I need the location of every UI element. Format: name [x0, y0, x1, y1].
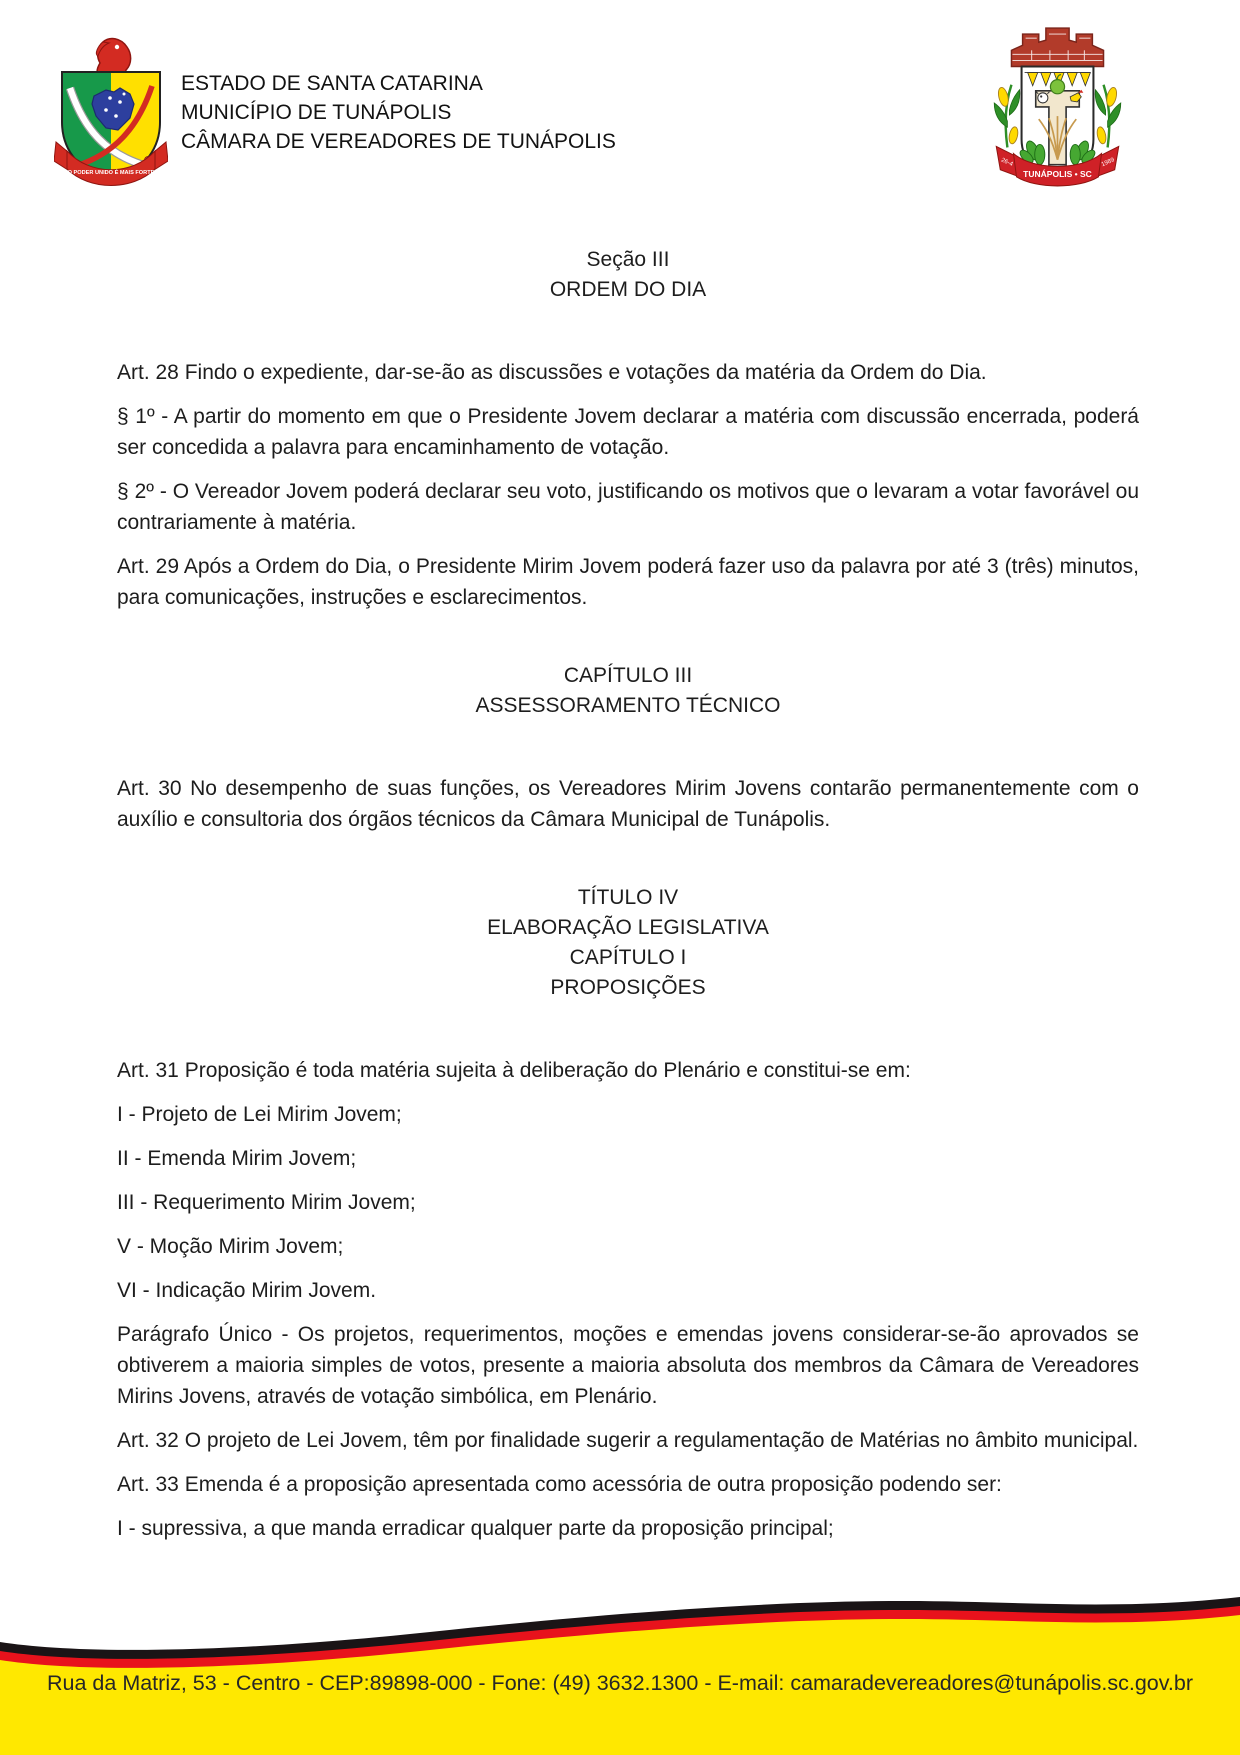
- heading-line: CAPÍTULO III: [563, 664, 693, 687]
- document-paragraph: I - supressiva, a que manda erradicar qualquer parte da proposição principal;: [117, 1517, 834, 1540]
- footer-address: Rua da Matriz, 53 - Centro - CEP:89898-000 - Fone: (49) 3632.1300 - E-mail: camaradevereadores@tunápolis.sc.gov.br: [47, 1671, 1193, 1695]
- corn-stalk-left-icon: [994, 85, 1019, 148]
- footer-wave-decoration: [0, 1580, 1240, 1755]
- founding-year-text: 1989: [1100, 157, 1116, 169]
- heading-line: CAPÍTULO I: [569, 946, 687, 969]
- heading-line: ASSESSORAMENTO TÉCNICO: [475, 694, 781, 717]
- document-paragraph: Art. 30 No desempenho de suas funções, os Vereadores Mirim Jovens contarão permanentemente com o auxílio e consultoria dos órgãos técnicos da Câmara Municipal de Tunápolis.: [117, 777, 1139, 831]
- tunapolis-coat-of-arms-logo: [985, 26, 1130, 191]
- santa-catarina-coat-of-arms-logo: [54, 30, 168, 190]
- corn-stalk-right-icon: [1095, 85, 1120, 148]
- heading-line: Seção III: [586, 248, 670, 271]
- letterhead-line-state: ESTADO DE SANTA CATARINA: [181, 72, 483, 95]
- document-body: [117, 245, 1139, 1557]
- document-paragraph: Art. 32 O projeto de Lei Jovem, têm por finalidade sugerir a regulamentação de Matérias no âmbito municipal.: [117, 1429, 1139, 1452]
- document-paragraph: § 2º - O Vereador Jovem poderá declarar seu voto, justificando os motivos que o levaram a votar favorável ou contrariamente à matéria.: [117, 480, 1139, 534]
- document-paragraph: Art. 28 Findo o expediente, dar-se-ão as discussões e votações da matéria da Ordem do Dia.: [117, 361, 987, 384]
- state-motto-text: O PODER UNIDO É MAIS FORTE: [67, 170, 155, 176]
- document-paragraph: Parágrafo Único - Os projetos, requerimentos, moções e emendas jovens considerar-se-ão aprovados se obtiverem a maioria simples de votos, presente a maioria absoluta dos membros da Câmara de Vereadores Mirins Jovens, através de votação simbólica, em Plenário.: [117, 1323, 1139, 1408]
- document-paragraph: Art. 29 Após a Ordem do Dia, o Presidente Mirim Jovem poderá fazer uso da palavra por até 3 (três) minutos, para comunicações, instruções e esclarecimentos.: [117, 555, 1139, 609]
- document-paragraph: I - Projeto de Lei Mirim Jovem;: [117, 1103, 402, 1126]
- municipality-ribbon-text: TUNÁPOLIS • SC: [1023, 168, 1092, 179]
- heading-line: ELABORAÇÃO LEGISLATIVA: [487, 916, 769, 939]
- document-paragraph: VI - Indicação Mirim Jovem.: [117, 1279, 377, 1302]
- document-paragraph: Art. 31 Proposição é toda matéria sujeita à deliberação do Plenário e constitui-se em:: [117, 1059, 911, 1082]
- document-paragraph: Art. 33 Emenda é a proposição apresentada como acessória de outra proposição podendo ser:: [117, 1473, 1002, 1496]
- section-heading: [117, 661, 1139, 721]
- document-paragraph: II - Emenda Mirim Jovem;: [117, 1147, 357, 1170]
- document-paragraph: § 1º - A partir do momento em que o Presidente Jovem declarar a matéria com discussão encerrada, poderá ser concedida a palavra para encaminhamento de votação.: [117, 405, 1139, 459]
- letterhead-line-municipality: MUNICÍPIO DE TUNÁPOLIS: [181, 101, 452, 124]
- heading-line: TÍTULO IV: [577, 886, 679, 909]
- heading-line: ORDEM DO DIA: [549, 278, 707, 301]
- letterhead-line-chamber: CÂMARA DE VEREADORES DE TUNÁPOLIS: [181, 130, 616, 153]
- section-heading: [117, 245, 1139, 305]
- mural-crown-icon: [1011, 28, 1103, 66]
- document-paragraph: V - Moção Mirim Jovem;: [117, 1235, 344, 1258]
- document-paragraph: III - Requerimento Mirim Jovem;: [117, 1191, 416, 1214]
- founding-date-text: 26-4: [1000, 157, 1014, 168]
- letterhead: [181, 69, 616, 156]
- heading-line: PROPOSIÇÕES: [550, 976, 706, 999]
- section-heading: [117, 883, 1139, 1003]
